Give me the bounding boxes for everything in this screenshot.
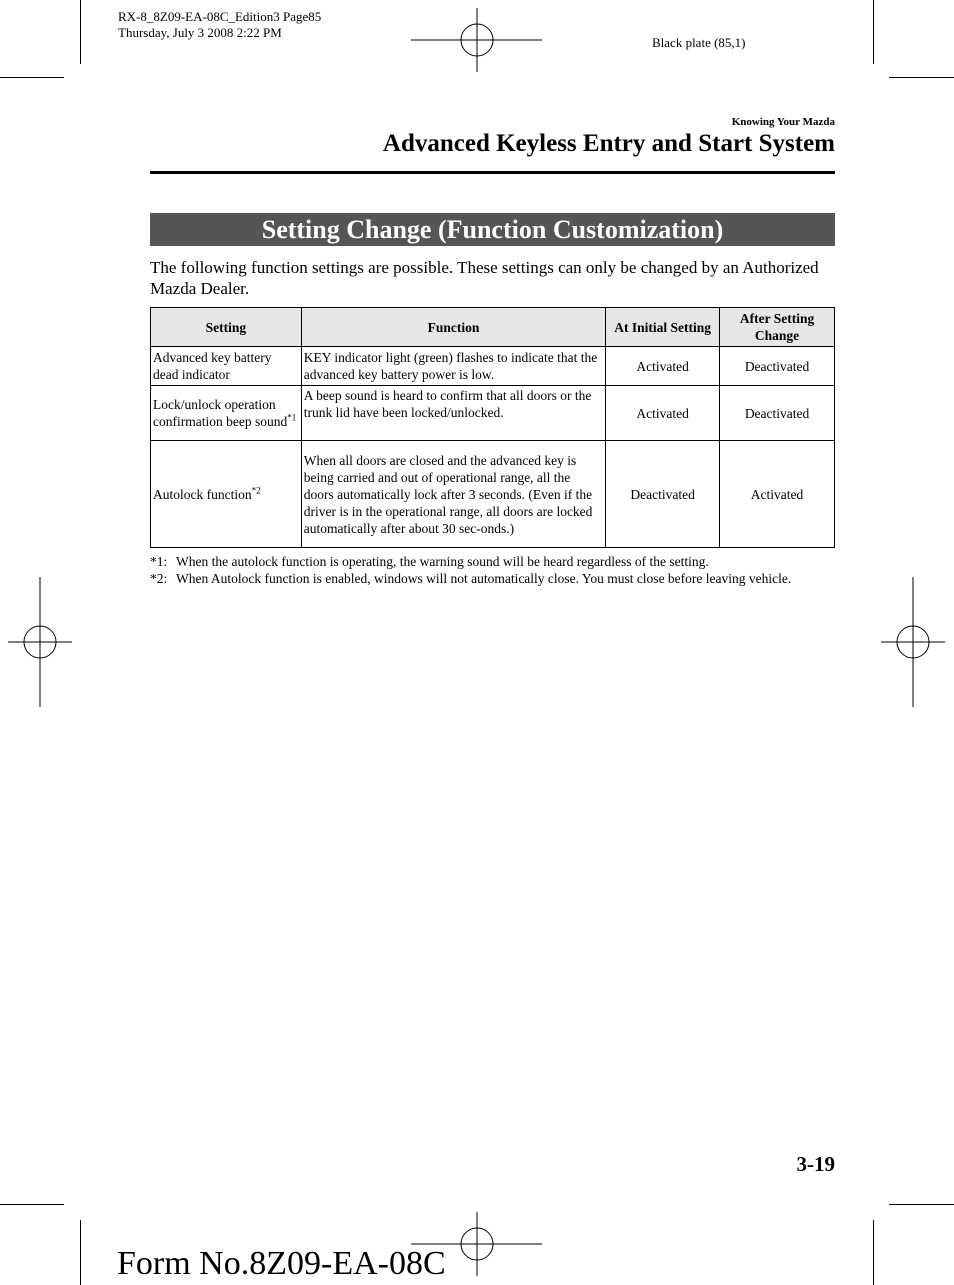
cell-initial: Deactivated (606, 441, 720, 548)
section-banner: Setting Change (Function Customization) (150, 213, 835, 246)
cell-function: KEY indicator light (green) flashes to indicate that the advanced key battery power is low. (301, 347, 605, 386)
footnote-mark: *1: (150, 554, 168, 569)
header-function: Function (301, 308, 605, 347)
registration-mark-left (8, 577, 72, 707)
cell-initial: Activated (606, 386, 720, 441)
registration-mark-top (411, 8, 542, 72)
header-rule (150, 171, 835, 174)
intro-paragraph: The following function settings are possible. These settings can only be changed by an Authorized Mazda Dealer. (150, 258, 819, 298)
cell-after: Activated (720, 441, 835, 548)
table-row (151, 386, 835, 441)
print-job-info (118, 9, 321, 41)
footnote-text: When Autolock function is enabled, windows will not automatically close. You must close before leaving vehicle. (176, 571, 792, 586)
cell-function: When all doors are closed and the advanced key is being carried and out of operational range, all the doors automatically lock after 3 seconds. (Even if the driver is in the operational range, all doors are locked automatically after about 30 sec-onds.) (301, 441, 605, 548)
settings-table (150, 307, 835, 548)
cell-function: A beep sound is heard to confirm that all doors or the trunk lid have been locked/unlocked. (301, 386, 605, 441)
section-label: Knowing Your Mazda (731, 116, 835, 128)
form-number: Form No.8Z09-EA-08C (117, 1245, 446, 1282)
footnote-mark: *2: (150, 571, 168, 586)
print-job-date: Thursday, July 3 2008 2:22 PM (118, 25, 282, 40)
footnote-ref: *2 (251, 485, 261, 495)
table-row (151, 347, 835, 386)
cell-after: Deactivated (720, 386, 835, 441)
header-initial: At Initial Setting (606, 308, 720, 347)
print-job-file: RX-8_8Z09-EA-08C_Edition3 Page85 (118, 9, 322, 24)
registration-mark-right (881, 577, 945, 707)
cell-setting: Autolock function$^{*2}$ (151, 441, 302, 548)
footnote (150, 570, 835, 587)
cell-setting: Lock/unlock operation confirmation beep sound$^{*1}$ (151, 386, 302, 441)
header-setting: Setting (151, 308, 302, 347)
cell-initial: Activated (606, 347, 720, 386)
header-after: After Setting Change (720, 308, 835, 347)
table-header-row (151, 308, 835, 347)
footnote-ref: *1 (287, 412, 297, 423)
page-number: 3-19 (796, 1152, 835, 1176)
table-row (151, 441, 835, 548)
page-title: Advanced Keyless Entry and Start System (382, 130, 835, 157)
cell-setting: Advanced key battery dead indicator (151, 347, 302, 386)
cell-after: Deactivated (720, 347, 835, 386)
footnotes (150, 553, 835, 587)
footnote (150, 553, 835, 570)
plate-info: Black plate (85,1) (652, 35, 746, 50)
footnote-text: When the autolock function is operating, the warning sound will be heard regardless of the setting. (176, 554, 709, 569)
